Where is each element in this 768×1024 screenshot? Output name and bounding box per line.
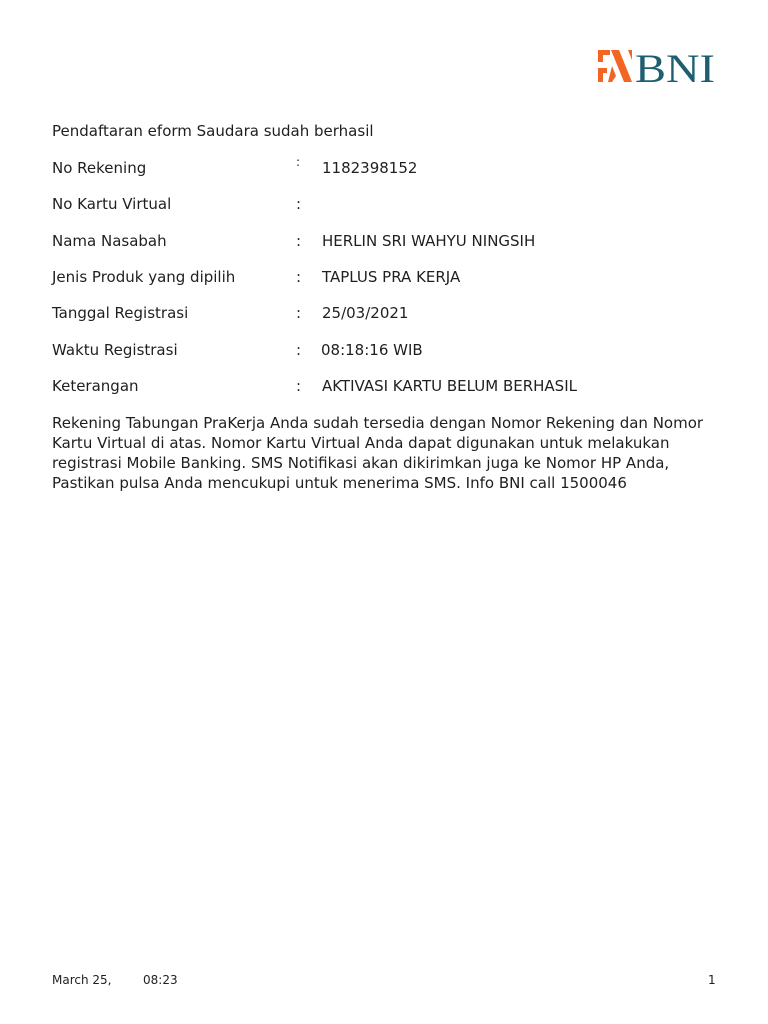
field-separator: : [296,377,302,395]
field-nama-nasabah [0,230,768,252]
field-value: 08:18:16 WIB [321,341,423,359]
bni-logo-text: BNI [635,46,715,88]
field-separator: : [296,304,302,322]
field-label: Jenis Produk yang dipilih [52,268,236,286]
field-no-rekening [0,157,768,179]
footer-time: 08:23 [143,973,178,987]
field-label: No Rekening [52,159,147,177]
info-paragraph: Rekening Tabungan PraKerja Anda sudah tersedia dengan Nomor Rekening dan Nomor Kartu Virtual di atas. Nomor Kartu Virtual Anda dapat digunakan untuk melakukan registrasi Mobile Banking. SMS Notifikasi akan dikirimkan juga ke Nomor HP Anda, Pastikan pulsa Anda mencukupi untuk menerima SMS. Info BNI call 1500046 [52,414,704,492]
bni-logo [598,46,718,88]
field-separator: : [296,195,302,213]
field-value: TAPLUS PRA KERJA [322,268,461,286]
field-waktu-registrasi [0,339,768,361]
field-value: HERLIN SRI WAHYU NINGSIH [322,232,536,250]
bni-logo-mark [598,50,632,82]
field-label: Keterangan [52,377,139,395]
field-value: 1182398152 [322,159,418,177]
field-separator: : [296,232,302,250]
field-separator: : [296,155,301,169]
field-value: AKTIVASI KARTU BELUM BERHASIL [322,377,577,395]
field-separator: : [296,341,302,359]
field-label: Waktu Registrasi [52,341,178,359]
field-value: 25/03/2021 [322,304,409,322]
field-tanggal-registrasi [0,302,768,324]
footer-date: March 25, [52,973,112,987]
intro-text: Pendaftaran eform Saudara sudah berhasil [52,122,374,140]
page-number: 1 [708,973,716,987]
field-label: Nama Nasabah [52,232,167,250]
field-keterangan [0,375,768,397]
field-label: Tanggal Registrasi [52,304,189,322]
field-separator: : [296,268,302,286]
field-jenis-produk [0,266,768,288]
field-no-kartu-virtual [0,193,768,215]
field-label: No Kartu Virtual [52,195,172,213]
